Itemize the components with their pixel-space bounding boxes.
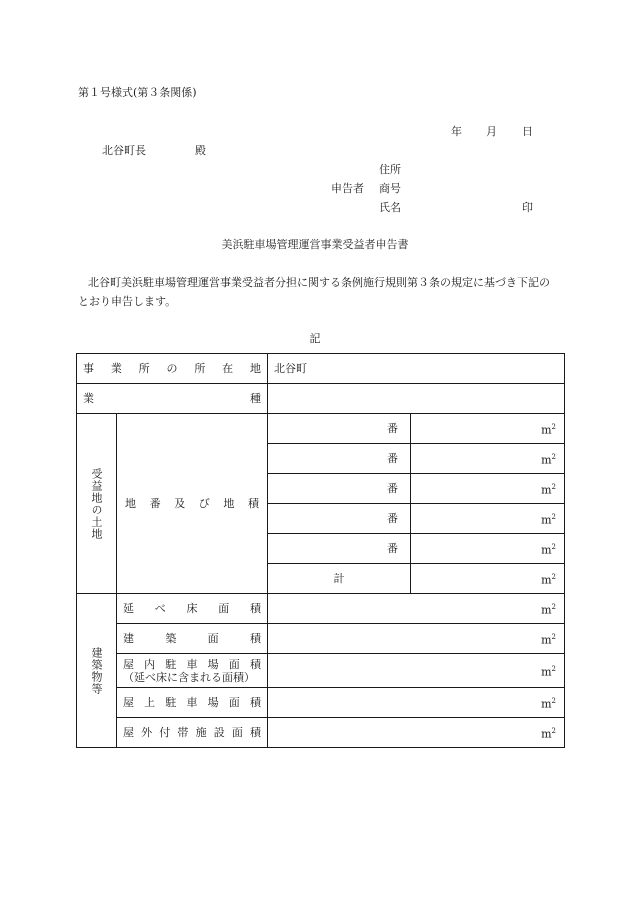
lot-number-5[interactable]: 番 (268, 534, 411, 564)
business-name-label: 商号 (379, 182, 401, 195)
building-area-label (117, 632, 267, 645)
label-char: の (166, 362, 178, 375)
document-title: 美浜駐車場管理運営事業受益者申告書 (221, 238, 409, 251)
date-month-label: 月 (486, 125, 497, 138)
building-area-label-cell (117, 624, 268, 654)
floor-area-label (117, 602, 267, 615)
label-char: 積 (249, 696, 261, 709)
table-row-building-area (77, 624, 565, 654)
rooftop-parking-label (117, 696, 267, 709)
building-area-value[interactable] (268, 624, 565, 654)
label-char: 面 (228, 657, 240, 671)
label-char: 業 (83, 392, 94, 405)
lot-label-cell (117, 414, 268, 594)
unit-label: m (541, 483, 552, 497)
label-char: 駐 (165, 696, 177, 709)
label-char: 地 (125, 497, 136, 510)
label-char: 及 (174, 497, 186, 510)
lot-number-1[interactable]: 番 (268, 414, 411, 444)
unit-superscript: 2 (551, 602, 556, 611)
indoor-parking-label-cell (117, 654, 268, 688)
lot-label (117, 497, 267, 510)
table-row-outdoor-facility (77, 718, 565, 748)
label-char: 内 (144, 657, 156, 671)
lot-number-4[interactable]: 番 (268, 504, 411, 534)
building-group-cell (77, 594, 117, 748)
rooftop-parking-value[interactable] (268, 688, 565, 718)
body-text: 北谷町美浜駐車場管理運営事業受益者分担に関する条例施行規則第３条の規定に基づき下記のとおり申告します。 (78, 276, 550, 308)
label-char: び (198, 497, 210, 510)
label-char: 面 (207, 632, 219, 645)
land-total-area[interactable] (411, 564, 565, 594)
label-char: 所 (194, 362, 206, 375)
location-label (77, 362, 267, 375)
land-group-cell (77, 414, 117, 594)
unit-superscript: 2 (551, 542, 556, 551)
label-char: 設 (213, 726, 225, 739)
label-char: べ (154, 602, 166, 615)
label-char: 積 (249, 657, 261, 671)
floor-area-value[interactable] (268, 594, 565, 624)
lot-area-1[interactable] (411, 414, 565, 444)
label-char: 屋 (123, 696, 134, 709)
label-char: 面 (231, 726, 243, 739)
seal-label: 印 (522, 201, 533, 214)
land-total-label: 計 (268, 564, 411, 594)
label-char: 上 (144, 696, 156, 709)
label-char: 所 (138, 362, 150, 375)
date-day-label: 日 (522, 125, 533, 138)
unit-superscript: 2 (551, 696, 556, 705)
industry-label-cell (77, 384, 268, 414)
land-group-label: 受益地の土地 (90, 467, 103, 540)
label-char: 事 (83, 362, 94, 375)
label-char: 場 (207, 657, 219, 671)
label-char: 付 (159, 726, 171, 739)
label-char: 地 (249, 362, 261, 375)
lot-area-5[interactable] (411, 534, 565, 564)
label-char: 延 (123, 602, 134, 615)
label-char: 床 (186, 602, 198, 615)
unit-label: m (541, 573, 552, 587)
label-char: 面 (228, 696, 240, 709)
unit-superscript: 2 (551, 422, 556, 431)
unit-label: m (541, 665, 552, 679)
form-number: 第１号様式(第３条関係) (78, 86, 197, 99)
floor-area-label-cell (117, 594, 268, 624)
unit-label: m (541, 543, 552, 557)
indoor-parking-note: （延べ床に含まれる面積） (123, 670, 255, 684)
table-row-land-1 (77, 414, 565, 444)
industry-value[interactable] (268, 384, 565, 414)
unit-superscript: 2 (551, 482, 556, 491)
label-char: 駐 (165, 657, 177, 671)
ki-heading: 記 (309, 332, 321, 345)
table-row-industry (77, 384, 565, 414)
unit-superscript: 2 (551, 512, 556, 521)
lot-number-2[interactable]: 番 (268, 444, 411, 474)
label-char: 場 (207, 696, 219, 709)
lot-area-4[interactable] (411, 504, 565, 534)
unit-superscript: 2 (551, 452, 556, 461)
label-char: 屋 (123, 657, 134, 671)
label-char: 在 (222, 362, 234, 375)
location-label-cell (77, 354, 268, 384)
unit-superscript: 2 (551, 726, 556, 735)
lot-number-3[interactable]: 番 (268, 474, 411, 504)
date-year-label: 年 (451, 125, 462, 138)
table-row-location (77, 354, 565, 384)
unit-label: m (541, 727, 552, 741)
label-char: 積 (250, 602, 261, 615)
label-char: 地 (223, 497, 235, 510)
name-label: 氏名 (379, 201, 401, 214)
unit-superscript: 2 (551, 632, 556, 641)
label-char: 建 (123, 632, 134, 645)
unit-label: m (541, 633, 552, 647)
rooftop-parking-label-cell (117, 688, 268, 718)
lot-area-3[interactable] (411, 474, 565, 504)
unit-label: m (541, 603, 552, 617)
unit-label: m (541, 423, 552, 437)
unit-label: m (541, 697, 552, 711)
outdoor-facility-value[interactable] (268, 718, 565, 748)
label-char: 積 (247, 497, 259, 510)
label-char: 積 (249, 632, 261, 645)
declaration-table (76, 353, 565, 748)
label-char: 施 (195, 726, 207, 739)
label-char: 種 (250, 392, 261, 405)
label-char: 車 (186, 657, 198, 671)
label-char: 番 (149, 497, 161, 510)
label-char: 車 (186, 696, 198, 709)
indoor-parking-label (123, 658, 261, 671)
label-char: 外 (141, 726, 153, 739)
label-char: 屋 (123, 726, 134, 739)
label-char: 帯 (177, 726, 189, 739)
indoor-parking-value[interactable] (268, 654, 565, 688)
outdoor-facility-label-cell (117, 718, 268, 748)
applicant-label: 申告者 (331, 182, 364, 195)
building-group-label: 建築物等 (90, 646, 103, 695)
label-char: 積 (249, 726, 261, 739)
location-value[interactable]: 北谷町 (268, 354, 565, 384)
lot-area-2[interactable] (411, 444, 565, 474)
table-row-floor-area (77, 594, 565, 624)
honorific: 殿 (195, 144, 206, 157)
label-char: 面 (218, 602, 230, 615)
label-char: 築 (165, 632, 177, 645)
address-label: 住所 (379, 163, 401, 176)
unit-superscript: 2 (551, 664, 556, 673)
unit-label: m (541, 453, 552, 467)
unit-superscript: 2 (551, 572, 556, 581)
outdoor-facility-label (117, 726, 267, 739)
table-row-indoor-parking (77, 654, 565, 688)
addressee: 北谷町長 (102, 144, 146, 157)
label-char: 業 (110, 362, 122, 375)
industry-label (77, 392, 267, 405)
table-row-rooftop-parking (77, 688, 565, 718)
unit-label: m (541, 513, 552, 527)
